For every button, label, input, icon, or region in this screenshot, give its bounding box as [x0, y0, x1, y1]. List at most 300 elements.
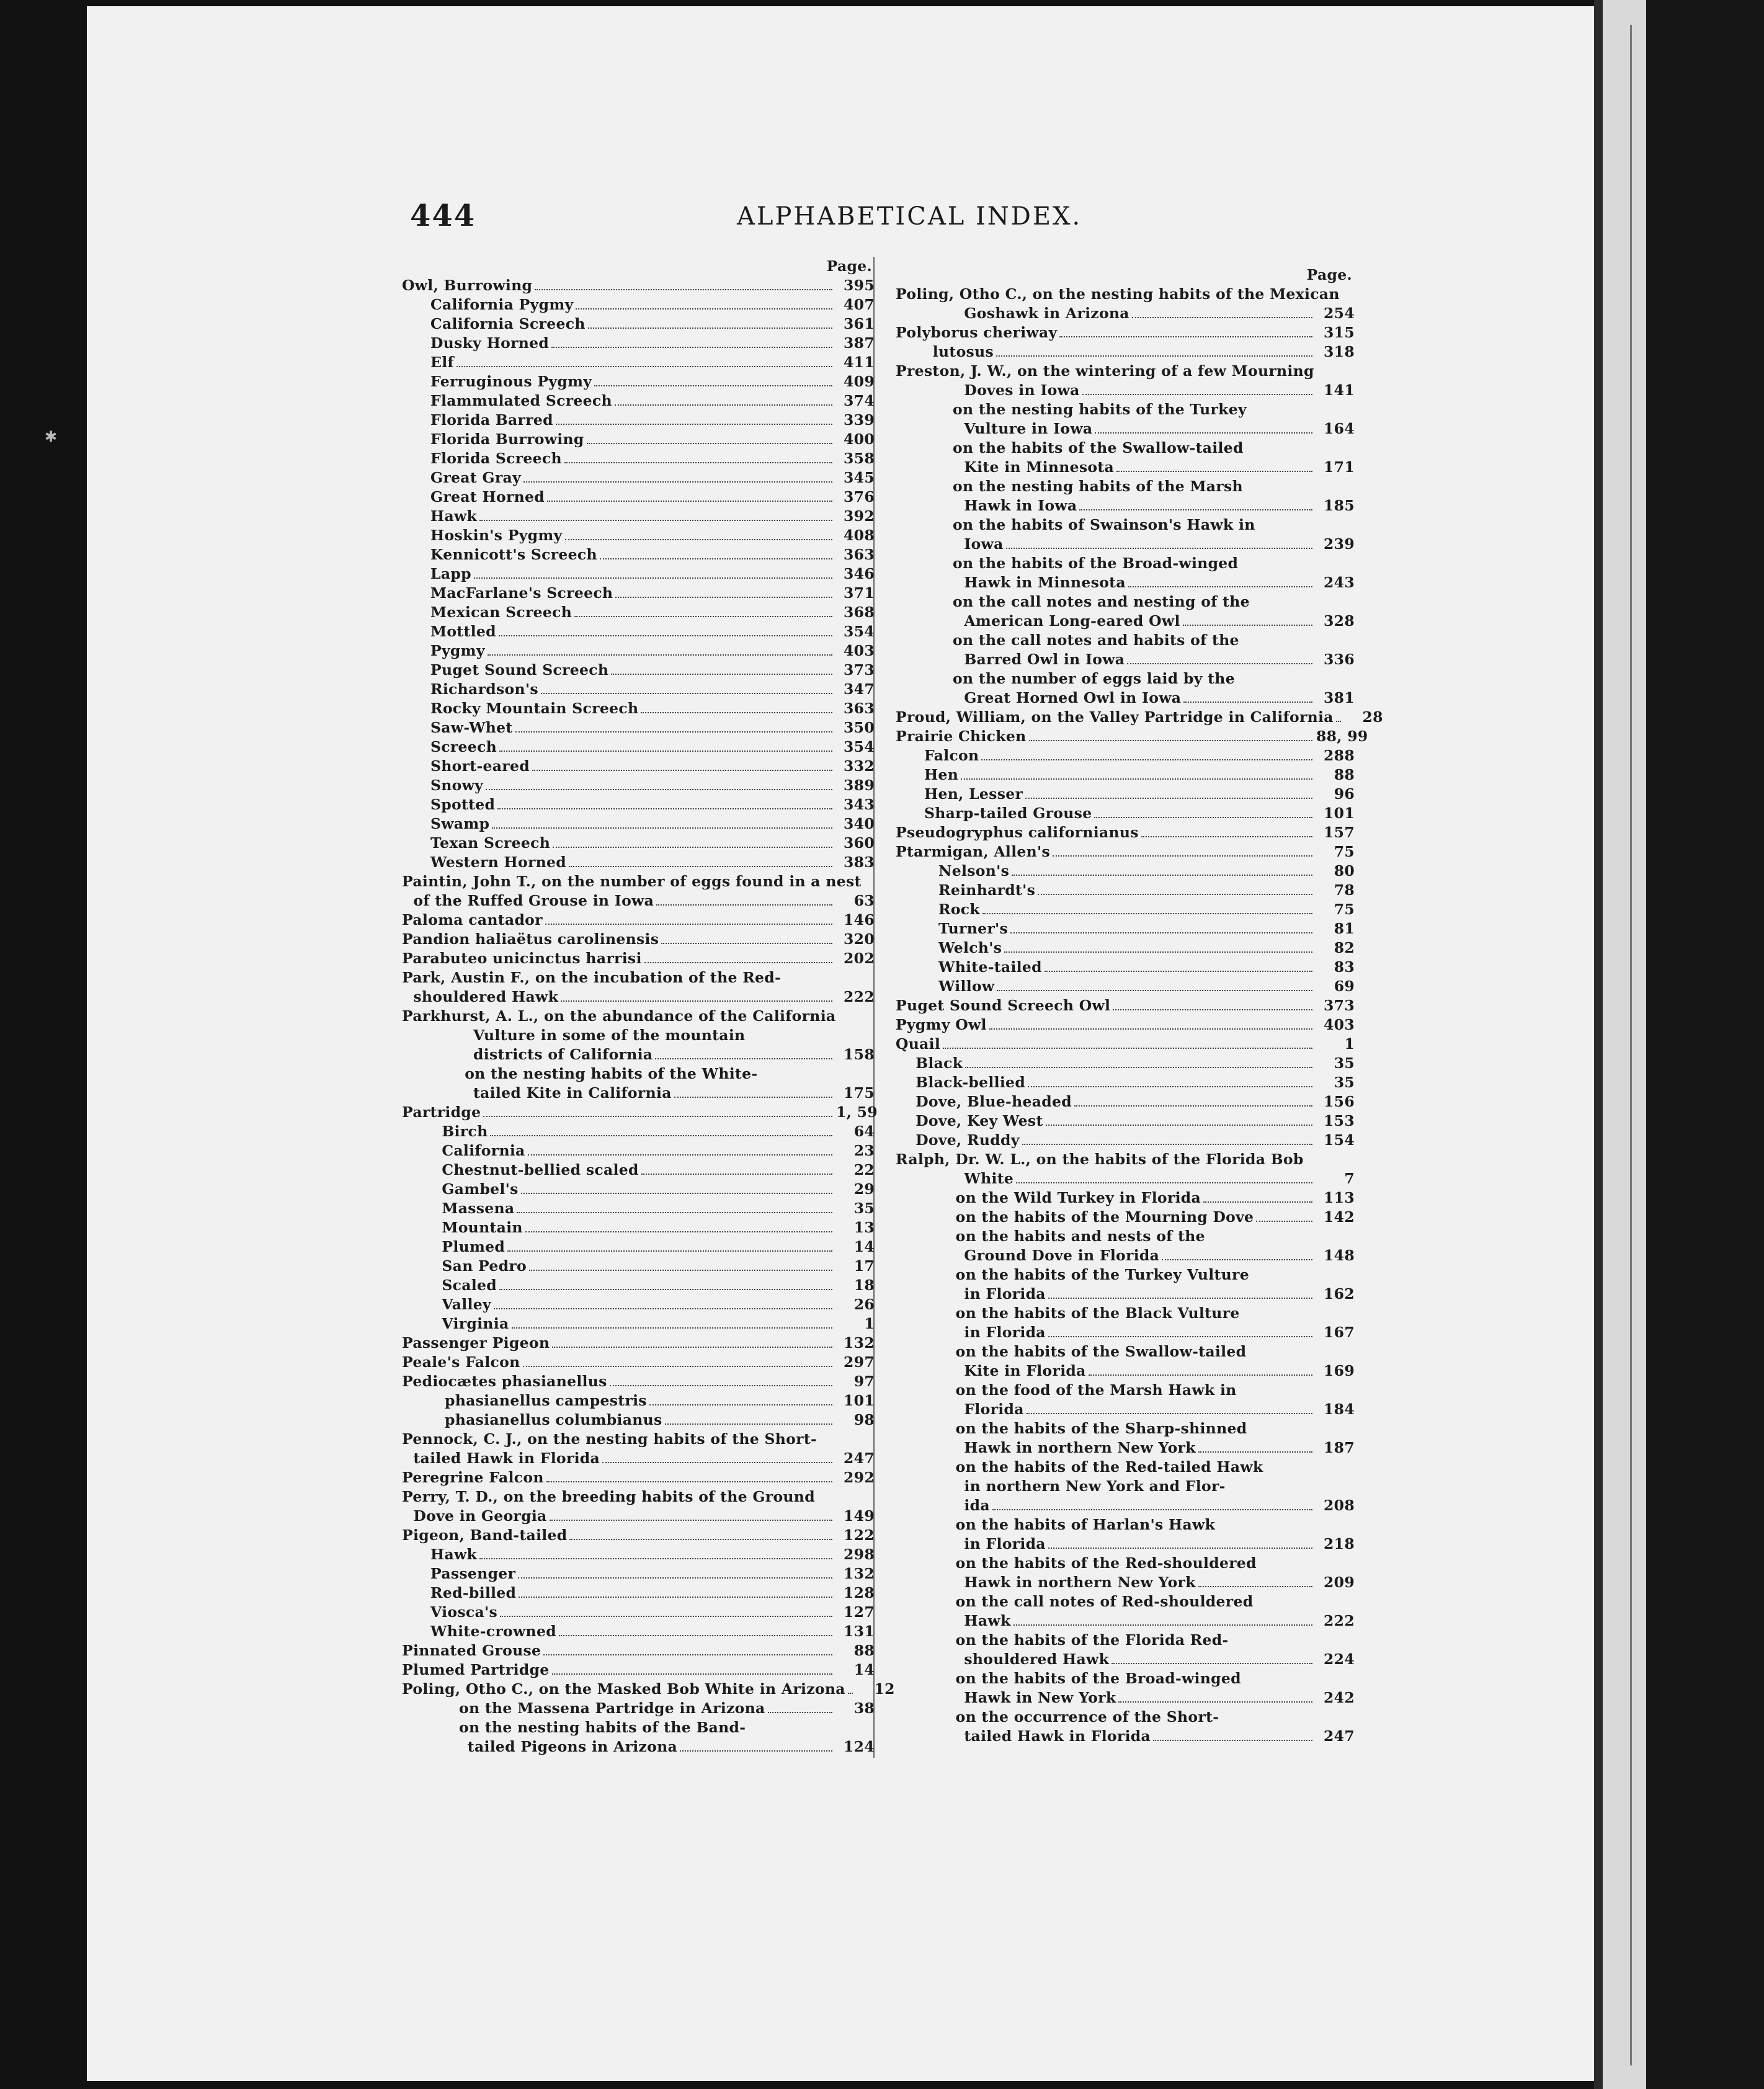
entry-page-number: 7 — [1344, 1170, 1355, 1187]
entry-page-number: 88 — [853, 1642, 875, 1659]
entry-page-number: 347 — [844, 680, 875, 698]
index-entry — [402, 814, 875, 834]
entry-page-number: 35 — [1334, 1074, 1355, 1091]
entry-page-number: 142 — [1324, 1208, 1355, 1226]
entry-text: Parkhurst, A. L., on the abundance of the California — [402, 1007, 836, 1025]
index-entry — [402, 1507, 875, 1526]
entry-page-number: 373 — [1324, 997, 1355, 1014]
page-gutter — [1594, 0, 1603, 2089]
dot-leader — [1128, 586, 1312, 587]
entry-page-number: 149 — [844, 1507, 875, 1525]
entry-text: Richardson's — [430, 680, 538, 698]
dot-leader — [1111, 1663, 1312, 1664]
dot-leader — [1116, 471, 1312, 472]
dot-leader — [574, 616, 832, 617]
entry-text: Swamp — [430, 815, 490, 832]
entry-text: on the habits of the Broad-winged — [955, 1670, 1241, 1687]
entry-text: Kite in Florida — [964, 1362, 1086, 1379]
entry-text: on the habits of the Broad-winged — [953, 555, 1239, 572]
dot-leader — [641, 1174, 832, 1175]
entry-text: Florida — [964, 1401, 1024, 1418]
index-entry — [402, 1526, 875, 1545]
index-entry — [896, 650, 1355, 669]
entry-text: Kite in Minnesota — [964, 458, 1115, 476]
entry-page-number: 101 — [1324, 804, 1355, 822]
index-entry — [896, 1477, 1355, 1496]
entry-text: shouldered Hawk — [964, 1650, 1110, 1668]
index-entry — [402, 853, 875, 872]
dot-leader — [1183, 702, 1312, 703]
index-entry — [896, 342, 1355, 362]
dot-leader — [1118, 1701, 1312, 1703]
index-entry — [896, 554, 1355, 573]
index-entry — [896, 1111, 1355, 1131]
scan-border — [1646, 0, 1764, 2089]
dot-leader — [982, 913, 1312, 914]
entry-text: Preston, J. W., on the wintering of a few Mourning — [896, 362, 1314, 380]
dot-leader — [1162, 1259, 1312, 1260]
entry-text: Paintin, John T., on the number of eggs found in a nest — [402, 873, 862, 890]
index-entry — [896, 727, 1368, 746]
dot-leader — [518, 1577, 832, 1579]
dot-leader — [490, 1135, 832, 1136]
dot-leader — [989, 1028, 1312, 1030]
index-entry — [896, 1573, 1355, 1592]
dot-leader — [1198, 1451, 1312, 1453]
dot-leader — [488, 654, 832, 656]
entry-page-number: 387 — [844, 334, 875, 352]
entry-text: Peregrine Falcon — [402, 1469, 544, 1486]
dot-leader — [1028, 1086, 1312, 1087]
entry-text: lutosus — [932, 343, 994, 360]
entry-page-number: 122 — [844, 1526, 875, 1544]
entry-page-number: 320 — [844, 930, 875, 948]
entry-text: California Screech — [430, 315, 586, 332]
entry-page-number: 239 — [1324, 535, 1355, 553]
entry-text: California Pygmy — [430, 296, 574, 313]
dot-leader — [569, 866, 832, 867]
entry-page-number: 243 — [1324, 574, 1355, 591]
dot-leader — [541, 693, 832, 694]
index-entry — [896, 1650, 1355, 1669]
dot-leader — [523, 481, 832, 483]
dot-leader — [1012, 875, 1312, 876]
index-entry — [402, 949, 875, 968]
entry-text: Iowa — [964, 535, 1004, 553]
dot-leader — [553, 847, 832, 848]
entry-text: on the habits of the Sharp-shinned — [955, 1420, 1247, 1437]
dot-leader — [848, 1693, 853, 1694]
index-entry — [402, 334, 875, 353]
entry-text: Hawk — [964, 1612, 1011, 1629]
index-entry — [896, 381, 1355, 400]
dot-leader — [1089, 1374, 1312, 1376]
index-entry — [402, 776, 875, 795]
index-entry — [896, 496, 1355, 515]
dot-leader — [961, 778, 1312, 780]
entry-text: tailed Pigeons in Arizona — [467, 1738, 678, 1755]
entry-text: on the habits of the Red-tailed Hawk — [955, 1458, 1263, 1476]
dot-leader — [565, 539, 833, 540]
index-entry — [402, 1257, 875, 1276]
dot-leader — [494, 1308, 832, 1309]
dot-leader — [519, 1597, 832, 1598]
entry-text: on the habits of the Florida Red- — [955, 1631, 1229, 1649]
entry-page-number: 26 — [853, 1296, 875, 1313]
entry-page-number: 345 — [844, 469, 875, 486]
index-entry — [402, 1468, 875, 1487]
entry-text: Hawk in northern New York — [964, 1439, 1196, 1456]
entry-page-number: 148 — [1324, 1247, 1355, 1264]
entry-text: on the nesting habits of the White- — [465, 1065, 758, 1082]
index-entry — [896, 1188, 1355, 1208]
index-entry — [896, 1727, 1355, 1746]
index-entry — [896, 1208, 1355, 1227]
entry-text: Plumed — [442, 1238, 506, 1255]
dot-leader — [1336, 721, 1341, 722]
entry-text: on the habits of the Swallow-tailed — [953, 439, 1244, 457]
index-entry — [402, 737, 875, 757]
dot-leader — [943, 1048, 1312, 1049]
dot-leader — [492, 827, 832, 829]
index-entry — [402, 372, 875, 391]
entry-page-number: 298 — [844, 1546, 875, 1563]
entry-text: Barred Owl in Iowa — [964, 651, 1125, 668]
dot-leader — [576, 308, 832, 310]
dot-leader — [523, 1366, 832, 1367]
index-entry — [402, 276, 875, 295]
entry-text: in Florida — [964, 1285, 1046, 1303]
index-entry — [896, 1611, 1355, 1631]
index-entry — [896, 1438, 1355, 1458]
entry-text: on the habits of Harlan's Hawk — [955, 1516, 1216, 1533]
index-entry — [402, 1391, 875, 1410]
entry-page-number: 17 — [853, 1257, 875, 1275]
index-entry — [402, 872, 875, 891]
index-entry — [402, 449, 875, 468]
entry-text: Dove, Blue-headed — [915, 1093, 1072, 1110]
entry-text: Dusky Horned — [430, 334, 550, 352]
index-entry — [402, 1641, 875, 1660]
dot-leader — [499, 1289, 832, 1290]
entry-text: Pediocætes phasianellus — [402, 1373, 607, 1390]
dot-leader — [528, 1154, 832, 1156]
dot-leader — [543, 1654, 832, 1655]
dot-leader — [1025, 798, 1312, 799]
dot-leader — [615, 597, 832, 598]
dot-leader — [1022, 1144, 1312, 1145]
index-entry — [402, 1045, 875, 1064]
entry-text: Peale's Falcon — [402, 1353, 520, 1371]
dot-leader — [1153, 1740, 1312, 1741]
entry-text: phasianellus campestris — [445, 1392, 647, 1409]
entry-text: in northern New York and Flor- — [964, 1477, 1226, 1495]
entry-text: on the nesting habits of the Marsh — [953, 478, 1243, 495]
index-entry — [896, 439, 1355, 458]
entry-text: Hawk — [430, 1546, 478, 1563]
entry-text: on the habits of the Mourning Dove — [955, 1208, 1254, 1226]
entry-text: Proud, William, on the Valley Partridge in California — [896, 708, 1334, 726]
index-entry — [402, 564, 875, 584]
entry-page-number: 158 — [844, 1046, 875, 1063]
entry-text: on the food of the Marsh Hawk in — [955, 1381, 1237, 1399]
dot-leader — [564, 462, 832, 463]
dot-leader — [457, 366, 832, 367]
index-entry — [402, 1718, 875, 1737]
index-entry — [896, 823, 1355, 842]
entry-text: White-tailed — [938, 958, 1042, 976]
entry-text: Elf — [430, 354, 454, 371]
index-entry — [402, 1449, 875, 1468]
entry-page-number: 374 — [844, 392, 875, 409]
index-entry — [896, 1323, 1355, 1342]
entry-page-number: 35 — [853, 1200, 875, 1217]
index-entry — [402, 911, 875, 930]
entry-page-number: 360 — [844, 834, 875, 852]
entry-page-number: 81 — [1334, 920, 1355, 937]
entry-page-number: 336 — [1324, 651, 1355, 668]
entry-page-number: 18 — [853, 1276, 875, 1294]
entry-text: on the occurrence of the Short- — [955, 1708, 1219, 1726]
index-entry — [896, 842, 1355, 862]
page-number: 444 — [410, 198, 476, 233]
index-entry — [896, 419, 1355, 439]
index-entry — [402, 1084, 875, 1103]
entry-page-number: 363 — [844, 546, 875, 563]
index-entry — [896, 1054, 1355, 1073]
entry-page-number: 1, 59 — [836, 1103, 878, 1121]
index-entry — [402, 545, 875, 564]
dot-leader — [1094, 817, 1312, 818]
dot-leader — [550, 1520, 832, 1521]
entry-page-number: 242 — [1324, 1689, 1355, 1706]
entry-text: Short-eared — [430, 757, 530, 775]
entry-page-number: 339 — [844, 411, 875, 429]
entry-page-number: 222 — [844, 988, 875, 1005]
entry-text: Florida Barred — [430, 411, 553, 429]
dot-leader — [1004, 951, 1312, 953]
dot-leader — [517, 1212, 832, 1213]
entry-text: Paloma cantador — [402, 911, 543, 929]
index-column-right — [896, 265, 1383, 1746]
index-entry — [896, 400, 1355, 419]
dot-leader — [768, 1712, 832, 1713]
scan-speck-icon: ✱ — [45, 428, 58, 445]
entry-text: Ferruginous Pygmy — [430, 373, 592, 390]
dot-leader — [556, 424, 832, 425]
index-entry — [402, 834, 875, 853]
index-entry — [896, 1092, 1355, 1111]
entry-page-number: 224 — [1324, 1650, 1355, 1668]
entry-text: Quail — [896, 1035, 941, 1053]
index-entry — [402, 468, 875, 488]
dot-leader — [602, 1462, 832, 1463]
index-entry — [896, 1400, 1355, 1419]
index-entry — [402, 622, 875, 641]
index-entry — [402, 1622, 875, 1641]
index-column-left — [402, 257, 895, 1757]
index-entry — [896, 900, 1355, 919]
entry-page-number: 98 — [853, 1411, 875, 1428]
dot-leader — [965, 1067, 1312, 1068]
entry-page-number: 368 — [844, 604, 875, 621]
entry-page-number: 202 — [844, 950, 875, 967]
dot-leader — [535, 289, 832, 290]
entry-page-number: 156 — [1324, 1093, 1355, 1110]
index-entry — [896, 535, 1355, 554]
index-entry — [402, 968, 875, 987]
index-entry — [896, 515, 1355, 535]
entry-text: Screech — [430, 738, 497, 755]
dot-leader — [499, 635, 832, 636]
dot-leader — [587, 443, 832, 444]
entry-page-number: 28 — [1362, 708, 1383, 726]
entry-page-number: 218 — [1324, 1535, 1355, 1552]
entry-text: Lapp — [430, 565, 471, 582]
entry-text: American Long-eared Owl — [964, 612, 1180, 630]
entry-text: Hawk — [430, 507, 478, 525]
index-entry — [896, 323, 1355, 342]
entry-text: Poling, Otho C., on the nesting habits of the Mexican — [896, 285, 1340, 303]
index-entry — [402, 391, 875, 411]
index-entry — [402, 1680, 895, 1699]
entry-text: Chestnut-bellied scaled — [442, 1161, 639, 1178]
index-entry — [896, 362, 1355, 381]
entry-text: California — [442, 1142, 525, 1159]
entry-page-number: 1 — [1344, 1035, 1355, 1053]
entry-page-number: 383 — [844, 853, 875, 871]
index-entry — [402, 1430, 875, 1449]
dot-leader — [552, 1347, 832, 1348]
entry-page-number: 132 — [844, 1565, 875, 1582]
entry-text: Florida Burrowing — [430, 430, 584, 448]
entry-page-number: 343 — [844, 796, 875, 813]
index-entry — [896, 1419, 1355, 1438]
index-entry — [402, 488, 875, 507]
dot-leader — [552, 1673, 832, 1675]
entry-page-number: 254 — [1324, 305, 1355, 322]
index-entry — [896, 1035, 1355, 1054]
entry-page-number: 131 — [844, 1623, 875, 1640]
index-entry — [402, 430, 875, 449]
dot-leader — [1127, 663, 1312, 664]
index-entry — [402, 1199, 875, 1218]
dot-leader — [992, 1509, 1312, 1510]
entry-text: Vulture in Iowa — [964, 420, 1093, 437]
entry-text: Pseudogryphus californianus — [896, 824, 1139, 841]
entry-page-number: 141 — [1324, 381, 1355, 399]
index-entry — [896, 477, 1355, 496]
entry-page-number: 88 — [1334, 766, 1355, 783]
entry-text: Mexican Screech — [430, 604, 572, 621]
index-entry — [402, 1487, 875, 1507]
entry-text: Great Horned Owl in Iowa — [964, 689, 1182, 706]
index-entry — [402, 930, 875, 949]
entry-page-number: 97 — [853, 1373, 875, 1390]
entry-page-number: 175 — [844, 1084, 875, 1102]
index-entry — [402, 411, 875, 430]
index-entry — [402, 584, 875, 603]
entry-page-number: 354 — [844, 623, 875, 640]
entry-page-number: 395 — [844, 277, 875, 294]
entry-page-number: 247 — [844, 1450, 875, 1467]
entry-text: Doves in Iowa — [964, 381, 1080, 399]
index-entry — [896, 1592, 1355, 1611]
entry-page-number: 153 — [1324, 1112, 1355, 1129]
entry-text: San Pedro — [442, 1257, 527, 1275]
dot-leader — [1059, 336, 1312, 337]
entry-text: on the nesting habits of the Turkey — [953, 401, 1247, 418]
index-entry — [896, 631, 1355, 650]
entry-page-number: 23 — [853, 1142, 875, 1159]
entry-page-number: 185 — [1324, 497, 1355, 514]
entry-text: Hawk in New York — [964, 1689, 1116, 1706]
index-entry — [402, 1064, 875, 1084]
entry-text: Hen, Lesser — [924, 785, 1023, 803]
entry-text: Rocky Mountain Screech — [430, 700, 639, 717]
dot-leader — [1198, 1586, 1312, 1587]
index-entry — [402, 1141, 875, 1160]
entry-page-number: 22 — [853, 1161, 875, 1178]
dot-leader — [1053, 855, 1312, 857]
entry-page-number: 171 — [1324, 458, 1355, 476]
entry-page-number: 154 — [1324, 1131, 1355, 1149]
dot-leader — [1079, 509, 1312, 510]
entry-text: Hawk in northern New York — [964, 1574, 1196, 1591]
index-entry — [402, 1334, 875, 1353]
entry-page-number: 407 — [844, 296, 875, 313]
entry-page-number: 376 — [844, 488, 875, 506]
index-entry — [896, 1246, 1355, 1265]
index-entry — [402, 1026, 875, 1045]
entry-text: tailed Hawk in Florida — [413, 1450, 600, 1467]
entry-text: in Florida — [964, 1324, 1046, 1341]
index-entry — [402, 718, 875, 737]
entry-text: Nelson's — [938, 862, 1010, 880]
entry-page-number: 13 — [853, 1219, 875, 1236]
dot-leader — [981, 759, 1312, 760]
index-entry — [402, 1564, 875, 1583]
dot-leader — [641, 712, 832, 713]
entry-page-number: 75 — [1334, 901, 1355, 918]
index-entry — [402, 1237, 875, 1257]
dot-leader — [559, 1635, 832, 1636]
index-entry — [402, 1180, 875, 1199]
dot-leader — [1048, 1548, 1312, 1549]
entry-page-number: 14 — [853, 1238, 875, 1255]
entry-page-number: 358 — [844, 450, 875, 467]
dot-leader — [521, 1193, 832, 1194]
dot-leader — [512, 1327, 832, 1329]
index-entry — [402, 680, 875, 699]
dot-leader — [1006, 548, 1312, 549]
dot-leader — [615, 404, 832, 406]
entry-text: districts of California — [473, 1046, 653, 1063]
index-entry — [896, 1015, 1355, 1035]
dot-leader — [1010, 932, 1312, 933]
index-entry — [896, 958, 1355, 977]
column-header: Page. — [1306, 266, 1352, 283]
index-entry — [896, 1169, 1355, 1188]
index-entry — [896, 1304, 1355, 1323]
index-entry — [896, 1381, 1355, 1400]
index-entry — [896, 1265, 1355, 1285]
entry-text: Dove in Georgia — [413, 1507, 547, 1525]
dot-leader — [1256, 1221, 1312, 1222]
index-entry — [402, 1353, 875, 1372]
index-entry — [402, 1314, 875, 1334]
entry-text: Rock — [938, 901, 980, 918]
